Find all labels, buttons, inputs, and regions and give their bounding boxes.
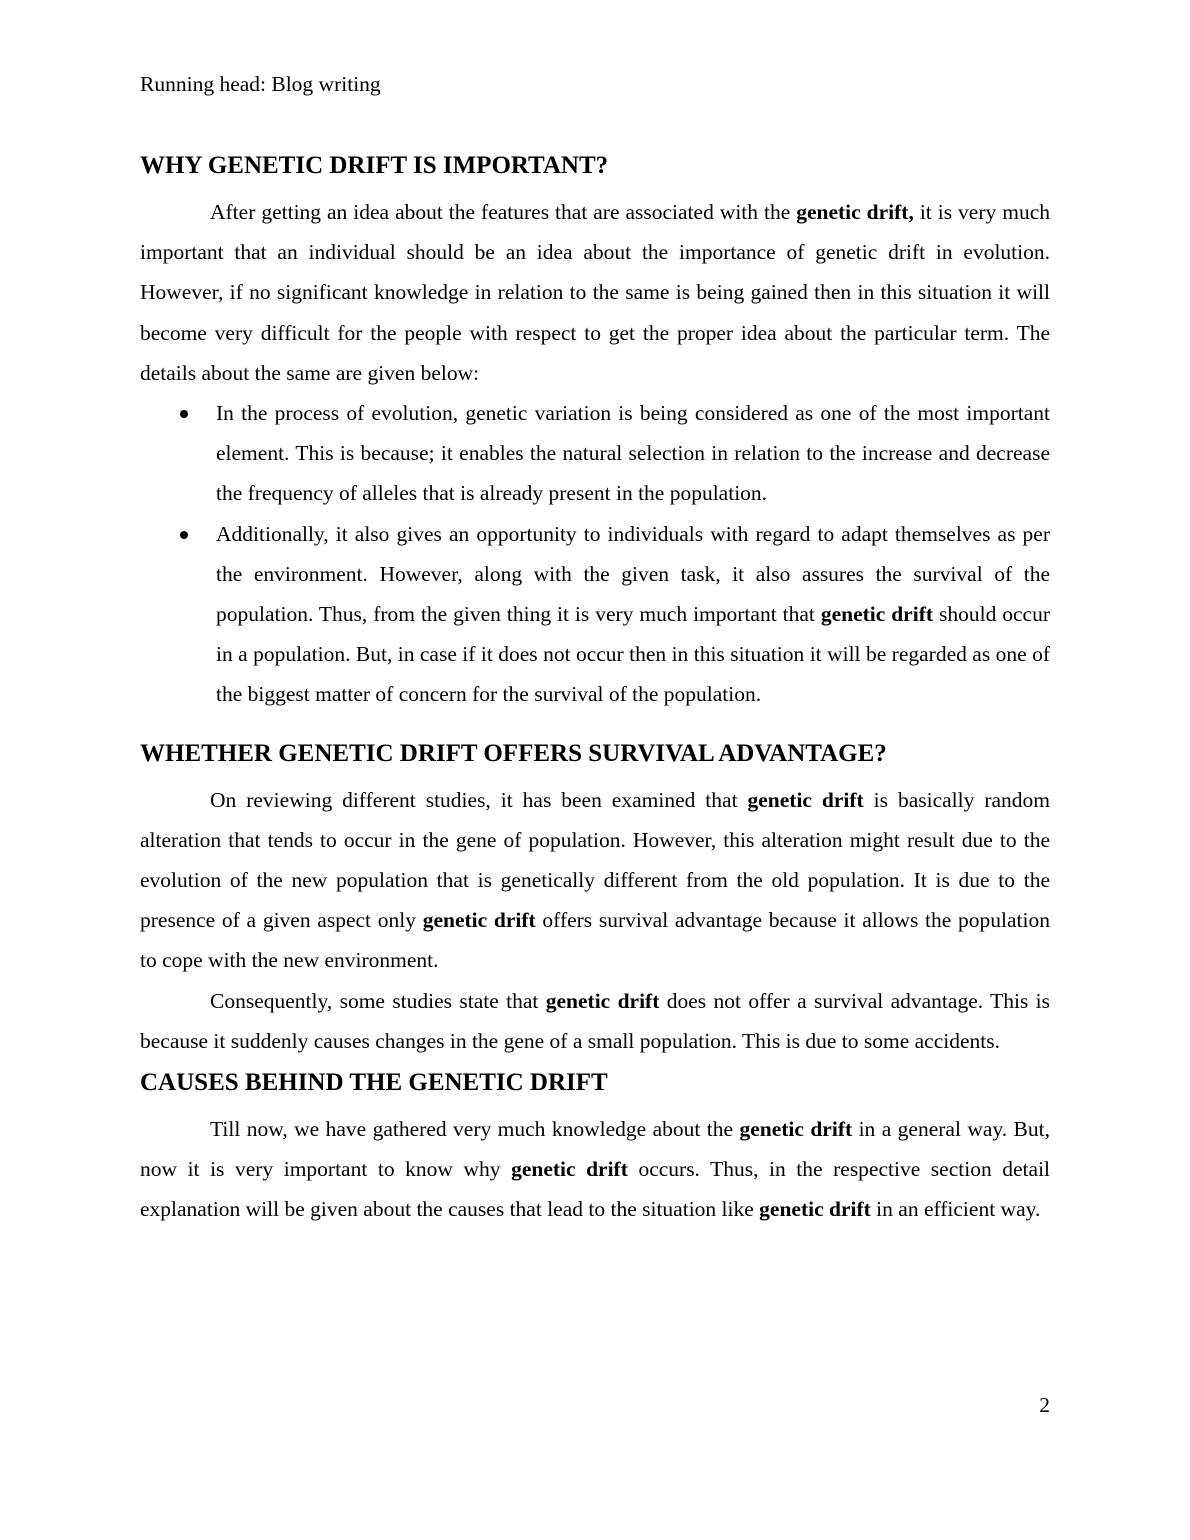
running-head: Running head: Blog writing [140, 72, 381, 96]
text-run: Additionally, it also gives an opportunity to individuals with regard to adapt themselves as per the environment. However, along with the given task, it also assures the survival of the population. Thus, from the given thing it is very much important that [216, 521, 1050, 627]
bullet-item-adaptation [140, 514, 1050, 715]
text-run: occurs. Thus, in the respective section detail explanation will be given about the causes that lead to the situation like [140, 1157, 1051, 1222]
bold-term: genetic drift [759, 1197, 871, 1222]
paragraph-survival-consequently [140, 981, 1050, 1061]
text-run: After getting an idea about the features that are associated with the [210, 200, 797, 224]
bold-term: genetic drift [422, 908, 536, 933]
bold-term: genetic drift [820, 602, 934, 627]
page-number: 2 [1039, 1393, 1050, 1417]
text-run: is basically random alteration that tends to occur in the gene of population. However, this alteration might result due to the evolution of the new population that is genetically different from the old population. It is due to the presence of a given aspect only [140, 787, 1050, 933]
text-run: On reviewing different studies, it has been examined that [210, 787, 748, 812]
text-run: it is very much important that an individual should be an idea about the importance of genetic drift in evolution. However, if no significant knowledge in relation to the same is being gained then in this situation it will become very difficult for the people with respect to get the proper idea about the particular term. The details about the same are given below: [140, 200, 1050, 385]
text-run: Consequently, some studies state that [210, 988, 546, 1013]
paragraph-survival-studies [140, 780, 1050, 981]
bold-term: genetic drift [545, 988, 660, 1013]
section-heading-survival-advantage: WHETHER GENETIC DRIFT OFFERS SURVIVAL ADVANTAGE? [140, 739, 887, 767]
section-heading-importance: WHY GENETIC DRIFT IS IMPORTANT? [140, 152, 609, 179]
bullet-dot-icon [180, 531, 188, 539]
text-run: does not offer a survival advantage. This is because it suddenly causes changes in the gene of a small population. This is due to some accidents. [140, 988, 1050, 1053]
section-heading-causes: CAUSES BEHIND THE GENETIC DRIFT [140, 1069, 608, 1097]
text-run: offers survival advantage because it allows the population to cope with the new environment. [140, 908, 1051, 973]
bullet-list [140, 393, 1050, 715]
bullet-dot-icon [180, 410, 188, 418]
bold-term: genetic drift [747, 787, 864, 812]
text-run: in an efficient way. [870, 1197, 1041, 1222]
text-run: Till now, we have gathered very much knowledge about the [210, 1117, 740, 1142]
text-run: should occur in a population. But, in case if it does not occur then in this situation it will be regarded as one of the biggest matter of concern for the survival of the population. [216, 602, 1051, 707]
document-body [140, 150, 1050, 1230]
bullet-item-genetic-variation [140, 393, 1050, 514]
paragraph-causes-intro [140, 1109, 1050, 1230]
bold-term: genetic drift [511, 1157, 628, 1182]
paragraph-importance-intro [140, 192, 1050, 393]
text-run: in a general way. But, now it is very important to know why [140, 1117, 1051, 1182]
text-run: In the process of evolution, genetic variation is being considered as one of the most important element. This is because; it enables the natural selection in relation to the increase and decrease the frequency of alleles that is already present in the population. [216, 401, 1050, 506]
bold-term: genetic drift, [796, 200, 914, 224]
bold-term: genetic drift [739, 1117, 853, 1142]
